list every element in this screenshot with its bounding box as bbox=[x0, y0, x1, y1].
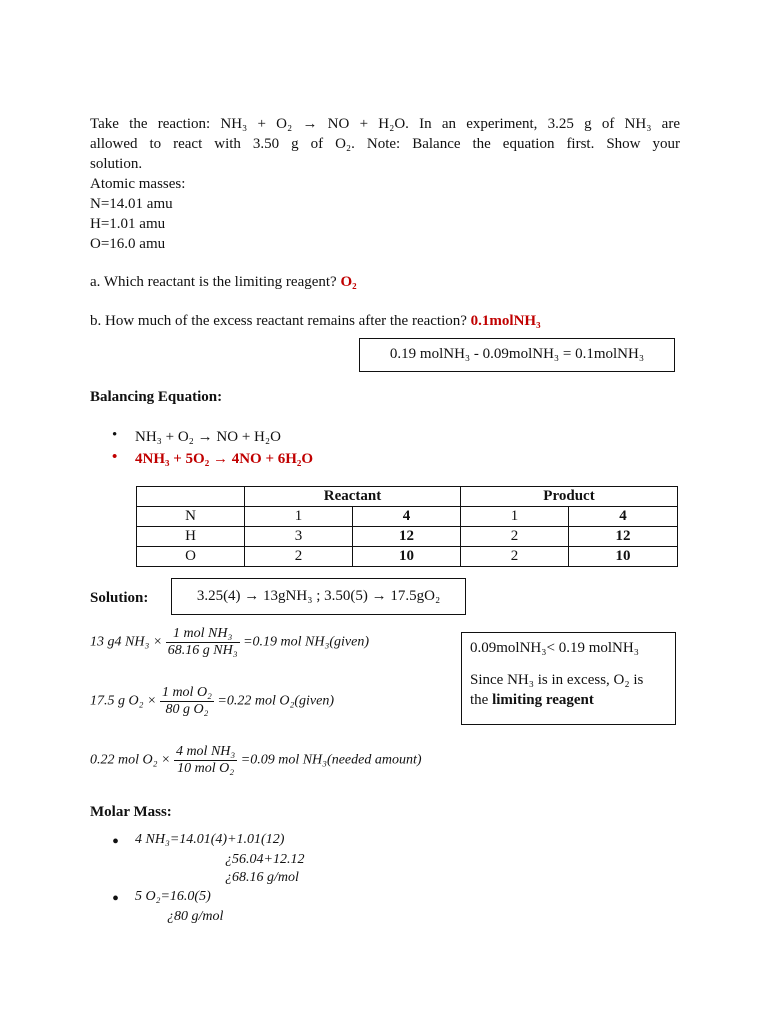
limiting-box-line-1: 0.09molNH₃< 0.19 molNH₃ bbox=[470, 640, 639, 656]
table-cell: 1 bbox=[461, 507, 569, 527]
table-row bbox=[137, 507, 678, 527]
atomic-mass-h: H=1.01 amu bbox=[90, 216, 166, 232]
question-b bbox=[90, 311, 541, 331]
table-cell: 3 bbox=[245, 527, 353, 547]
equation-2-denominator: 80 g O₂ bbox=[165, 702, 209, 717]
atomic-mass-n: N=14.01 amu bbox=[90, 196, 173, 212]
equation-3 bbox=[90, 744, 422, 777]
molar-o2-line-1: 5 O₂=16.0(5) bbox=[135, 889, 211, 904]
limiting-reagent-box bbox=[461, 632, 676, 725]
table-cell: O bbox=[137, 547, 245, 567]
table-header-product: Product bbox=[461, 487, 678, 507]
table-cell: 2 bbox=[461, 547, 569, 567]
equation-1-fraction bbox=[166, 626, 240, 659]
equation-2 bbox=[90, 685, 334, 718]
table-cell: 2 bbox=[245, 547, 353, 567]
molar-nh3-line-1: 4 NH₃=14.01(4)+1.01(12) bbox=[135, 832, 285, 847]
equation-2-lhs: 17.5 g O₂ × bbox=[90, 693, 157, 709]
equation-1-rhs: =0.19 mol NH₃(given) bbox=[243, 634, 369, 650]
equation-3-fraction bbox=[174, 744, 237, 777]
question-b-text: b. How much of the excess reactant remains after the reaction? bbox=[90, 313, 467, 329]
limiting-box-line-3-pre: the bbox=[470, 692, 489, 708]
bullet-icon: • bbox=[112, 888, 120, 910]
equation-2-fraction bbox=[160, 685, 214, 718]
limiting-box-line-3 bbox=[470, 690, 667, 710]
table-cell: H bbox=[137, 527, 245, 547]
intro-line-2: allowed to react with 3.50 g of O₂. Note: Balance the equation first. Show your bbox=[90, 136, 680, 152]
bullet-icon: • bbox=[112, 449, 118, 465]
solution-label: Solution: bbox=[90, 590, 149, 606]
question-a-answer: O₂ bbox=[340, 274, 357, 290]
balance-table bbox=[136, 486, 678, 567]
unbalanced-equation: NH₃ + O₂ → NO + H₂O bbox=[135, 429, 281, 445]
excess-remaining-box: 0.19 molNH₃ - 0.09molNH₃ = 0.1molNH₃ bbox=[359, 338, 675, 372]
molar-nh3-line-2: ¿56.04+12.12 bbox=[225, 852, 305, 867]
table-cell: 4 bbox=[569, 507, 678, 527]
molar-o2-line-2: ¿80 g/mol bbox=[167, 909, 224, 924]
balanced-equation: 4NH₃ + 5O₂ → 4NO + 6H₂O bbox=[135, 451, 314, 467]
table-cell: N bbox=[137, 507, 245, 527]
limiting-box-line-3-bold: limiting reagent bbox=[492, 692, 594, 708]
equation-2-numerator: 1 mol O₂ bbox=[161, 685, 212, 700]
atomic-masses-heading: Atomic masses: bbox=[90, 176, 186, 192]
table-header-cell bbox=[137, 487, 245, 507]
equation-1 bbox=[90, 626, 369, 659]
equation-1-lhs: 13 g4 NH₃ × bbox=[90, 634, 163, 650]
equation-1-numerator: 1 mol NH₃ bbox=[166, 626, 240, 643]
bullet-icon: • bbox=[112, 427, 118, 443]
table-cell: 1 bbox=[245, 507, 353, 527]
table-row bbox=[137, 527, 678, 547]
atomic-mass-o: O=16.0 amu bbox=[90, 236, 166, 252]
equation-1-denominator: 68.16 g NH₃ bbox=[167, 643, 238, 658]
table-cell: 10 bbox=[569, 547, 678, 567]
question-a-text: a. Which reactant is the limiting reagent? bbox=[90, 274, 337, 290]
equation-2-rhs: =0.22 mol O₂(given) bbox=[217, 693, 334, 709]
table-cell: 12 bbox=[353, 527, 461, 547]
table-header-row bbox=[137, 487, 678, 507]
molar-nh3-line-3: ¿68.16 g/mol bbox=[225, 870, 299, 885]
table-cell: 10 bbox=[353, 547, 461, 567]
balancing-heading: Balancing Equation: bbox=[90, 389, 223, 405]
molar-mass-heading: Molar Mass: bbox=[90, 804, 172, 820]
intro-line-1: Take the reaction: NH₃ + O₂ → NO + H₂O. In an experiment, 3.25 g of NH₃ are bbox=[90, 116, 680, 132]
equation-3-denominator: 10 mol O₂ bbox=[177, 761, 235, 776]
table-cell: 12 bbox=[569, 527, 678, 547]
intro-line-3: solution. bbox=[90, 156, 143, 172]
table-cell: 2 bbox=[461, 527, 569, 547]
question-a bbox=[90, 272, 357, 292]
question-b-answer: 0.1molNH₃ bbox=[470, 313, 541, 329]
equation-3-rhs: =0.09 mol NH₃(needed amount) bbox=[240, 752, 422, 768]
equation-3-lhs: 0.22 mol O₂ × bbox=[90, 752, 171, 768]
equation-3-numerator: 4 mol NH₃ bbox=[175, 744, 236, 759]
limiting-box-line-2: Since NH₃ is in excess, O₂ is bbox=[470, 672, 644, 688]
bullet-icon: • bbox=[112, 831, 120, 853]
table-cell: 4 bbox=[353, 507, 461, 527]
table-header-reactant: Reactant bbox=[245, 487, 461, 507]
solution-box: 3.25(4) → 13gNH₃ ; 3.50(5) → 17.5gO₂ bbox=[171, 578, 466, 615]
table-row bbox=[137, 547, 678, 567]
